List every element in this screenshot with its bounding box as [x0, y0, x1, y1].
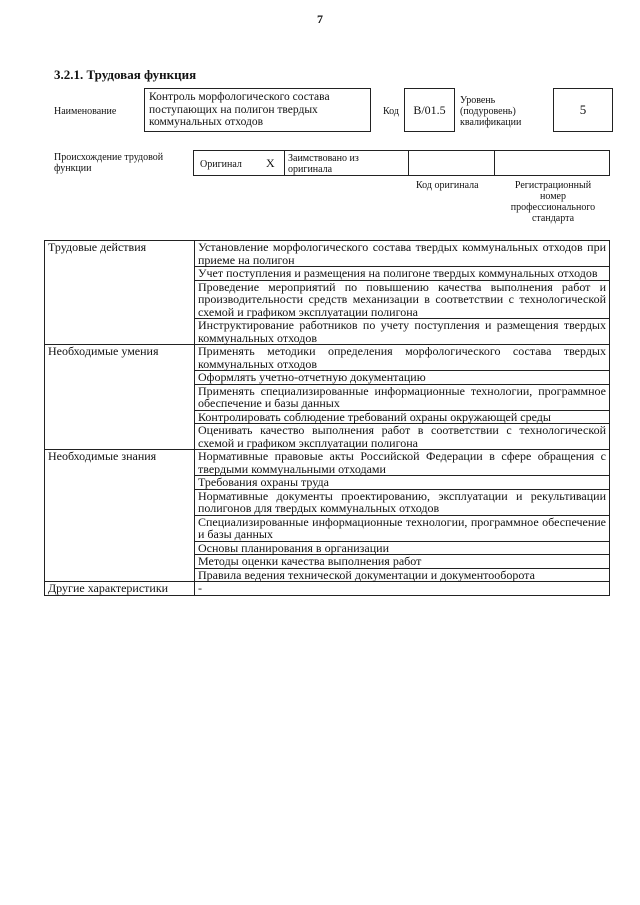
reg-number-label-line-3: профессионального	[510, 202, 596, 213]
item-cell: Применять специализированные информационные технологии, программное обеспечение и базы данных	[195, 384, 610, 410]
item-cell: -	[195, 582, 610, 596]
level-value: 5	[579, 102, 587, 117]
category-cell: Трудовые действия	[45, 241, 195, 345]
code-original-label: Код оригинала	[416, 180, 479, 191]
item-cell: Применять методики определения морфологического состава твердых коммунальных отходов	[195, 345, 610, 371]
origin-label	[54, 152, 163, 174]
item-cell: Оформлять учетно-отчетную документацию	[195, 371, 610, 385]
page-number: 7	[317, 12, 323, 26]
item-cell: Основы планирования в организации	[195, 541, 610, 555]
level-label-line-2: (подуровень)	[460, 106, 516, 117]
item-cell: Проведение мероприятий по повышению качества выполнения работ и производительности средств механизации в соответствии с технологической схемой и графиком эксплуатации полигона	[195, 280, 610, 319]
item-cell: Методы оценки качества выполнения работ	[195, 555, 610, 569]
level-label-line-1: Уровень	[460, 95, 496, 106]
category-cell: Другие характеристики	[45, 582, 195, 596]
table-row	[45, 241, 610, 267]
section-title: 3.2.1. Трудовая функция	[54, 67, 197, 82]
table-row	[45, 450, 610, 476]
item-cell: Учет поступления и размещения на полигоне твердых коммунальных отходов	[195, 267, 610, 281]
level-label-line-3: квалификации	[460, 117, 522, 128]
item-cell: Оценивать качество выполнения работ в соответствии с технологической схемой и графиком эксплуатации полигона	[195, 424, 610, 450]
original-label: Оригинал	[200, 159, 242, 170]
original-mark: X	[266, 156, 275, 170]
level-label	[460, 95, 521, 128]
item-cell: Правила ведения технической документации и документооборота	[195, 568, 610, 582]
code-value: B/01.5	[413, 102, 446, 117]
name-value: Контроль морфологического состава поступающих на полигон твердых коммунальных отходов	[149, 91, 330, 128]
table-row	[45, 345, 610, 371]
function-table	[44, 240, 610, 596]
name-label: Наименование	[54, 106, 117, 117]
reg-number-label-line-1: Регистрационный	[514, 180, 592, 191]
origin-borrowed-cell	[285, 151, 409, 175]
borrowed-label-line-2: оригинала	[288, 164, 333, 175]
category-cell: Необходимые знания	[45, 450, 195, 582]
reg-number-label	[495, 180, 611, 224]
reg-number-label-line-2: номер	[540, 191, 566, 202]
code-value-box	[404, 88, 455, 132]
origin-table	[193, 150, 610, 176]
origin-code-cell	[409, 151, 495, 175]
item-cell: Требования охраны труда	[195, 476, 610, 490]
item-cell: Нормативные правовые акты Российской Федерации в сфере обращения с твердыми коммунальными отходами	[195, 450, 610, 476]
item-cell: Инструктирование работников по учету поступления и размещения твердых коммунальных отходов	[195, 319, 610, 345]
category-cell: Необходимые умения	[45, 345, 195, 450]
name-value-box	[144, 88, 371, 132]
borrowed-label-line-1: Заимствовано из	[288, 153, 359, 164]
origin-label-line-2: функции	[54, 163, 92, 174]
level-value-box	[553, 88, 613, 132]
item-cell: Контролировать соблюдение требований охраны окружающей среды	[195, 410, 610, 424]
origin-label-line-1: Происхождение трудовой	[54, 152, 164, 163]
item-cell: Специализированные информационные технологии, программное обеспечение и базы данных	[195, 515, 610, 541]
borrowed-label	[288, 153, 359, 175]
table-row	[45, 582, 610, 596]
item-cell: Нормативные документы проектированию, эксплуатации и рекультивации полигонов для твердых коммунальных отходов	[195, 489, 610, 515]
reg-number-label-line-4: стандарта	[531, 213, 575, 224]
code-label: Код	[383, 106, 399, 117]
item-cell: Установление морфологического состава твердых коммунальных отходов при приеме на полигон	[195, 241, 610, 267]
origin-original-cell	[194, 151, 285, 175]
origin-reg-cell	[495, 151, 609, 175]
